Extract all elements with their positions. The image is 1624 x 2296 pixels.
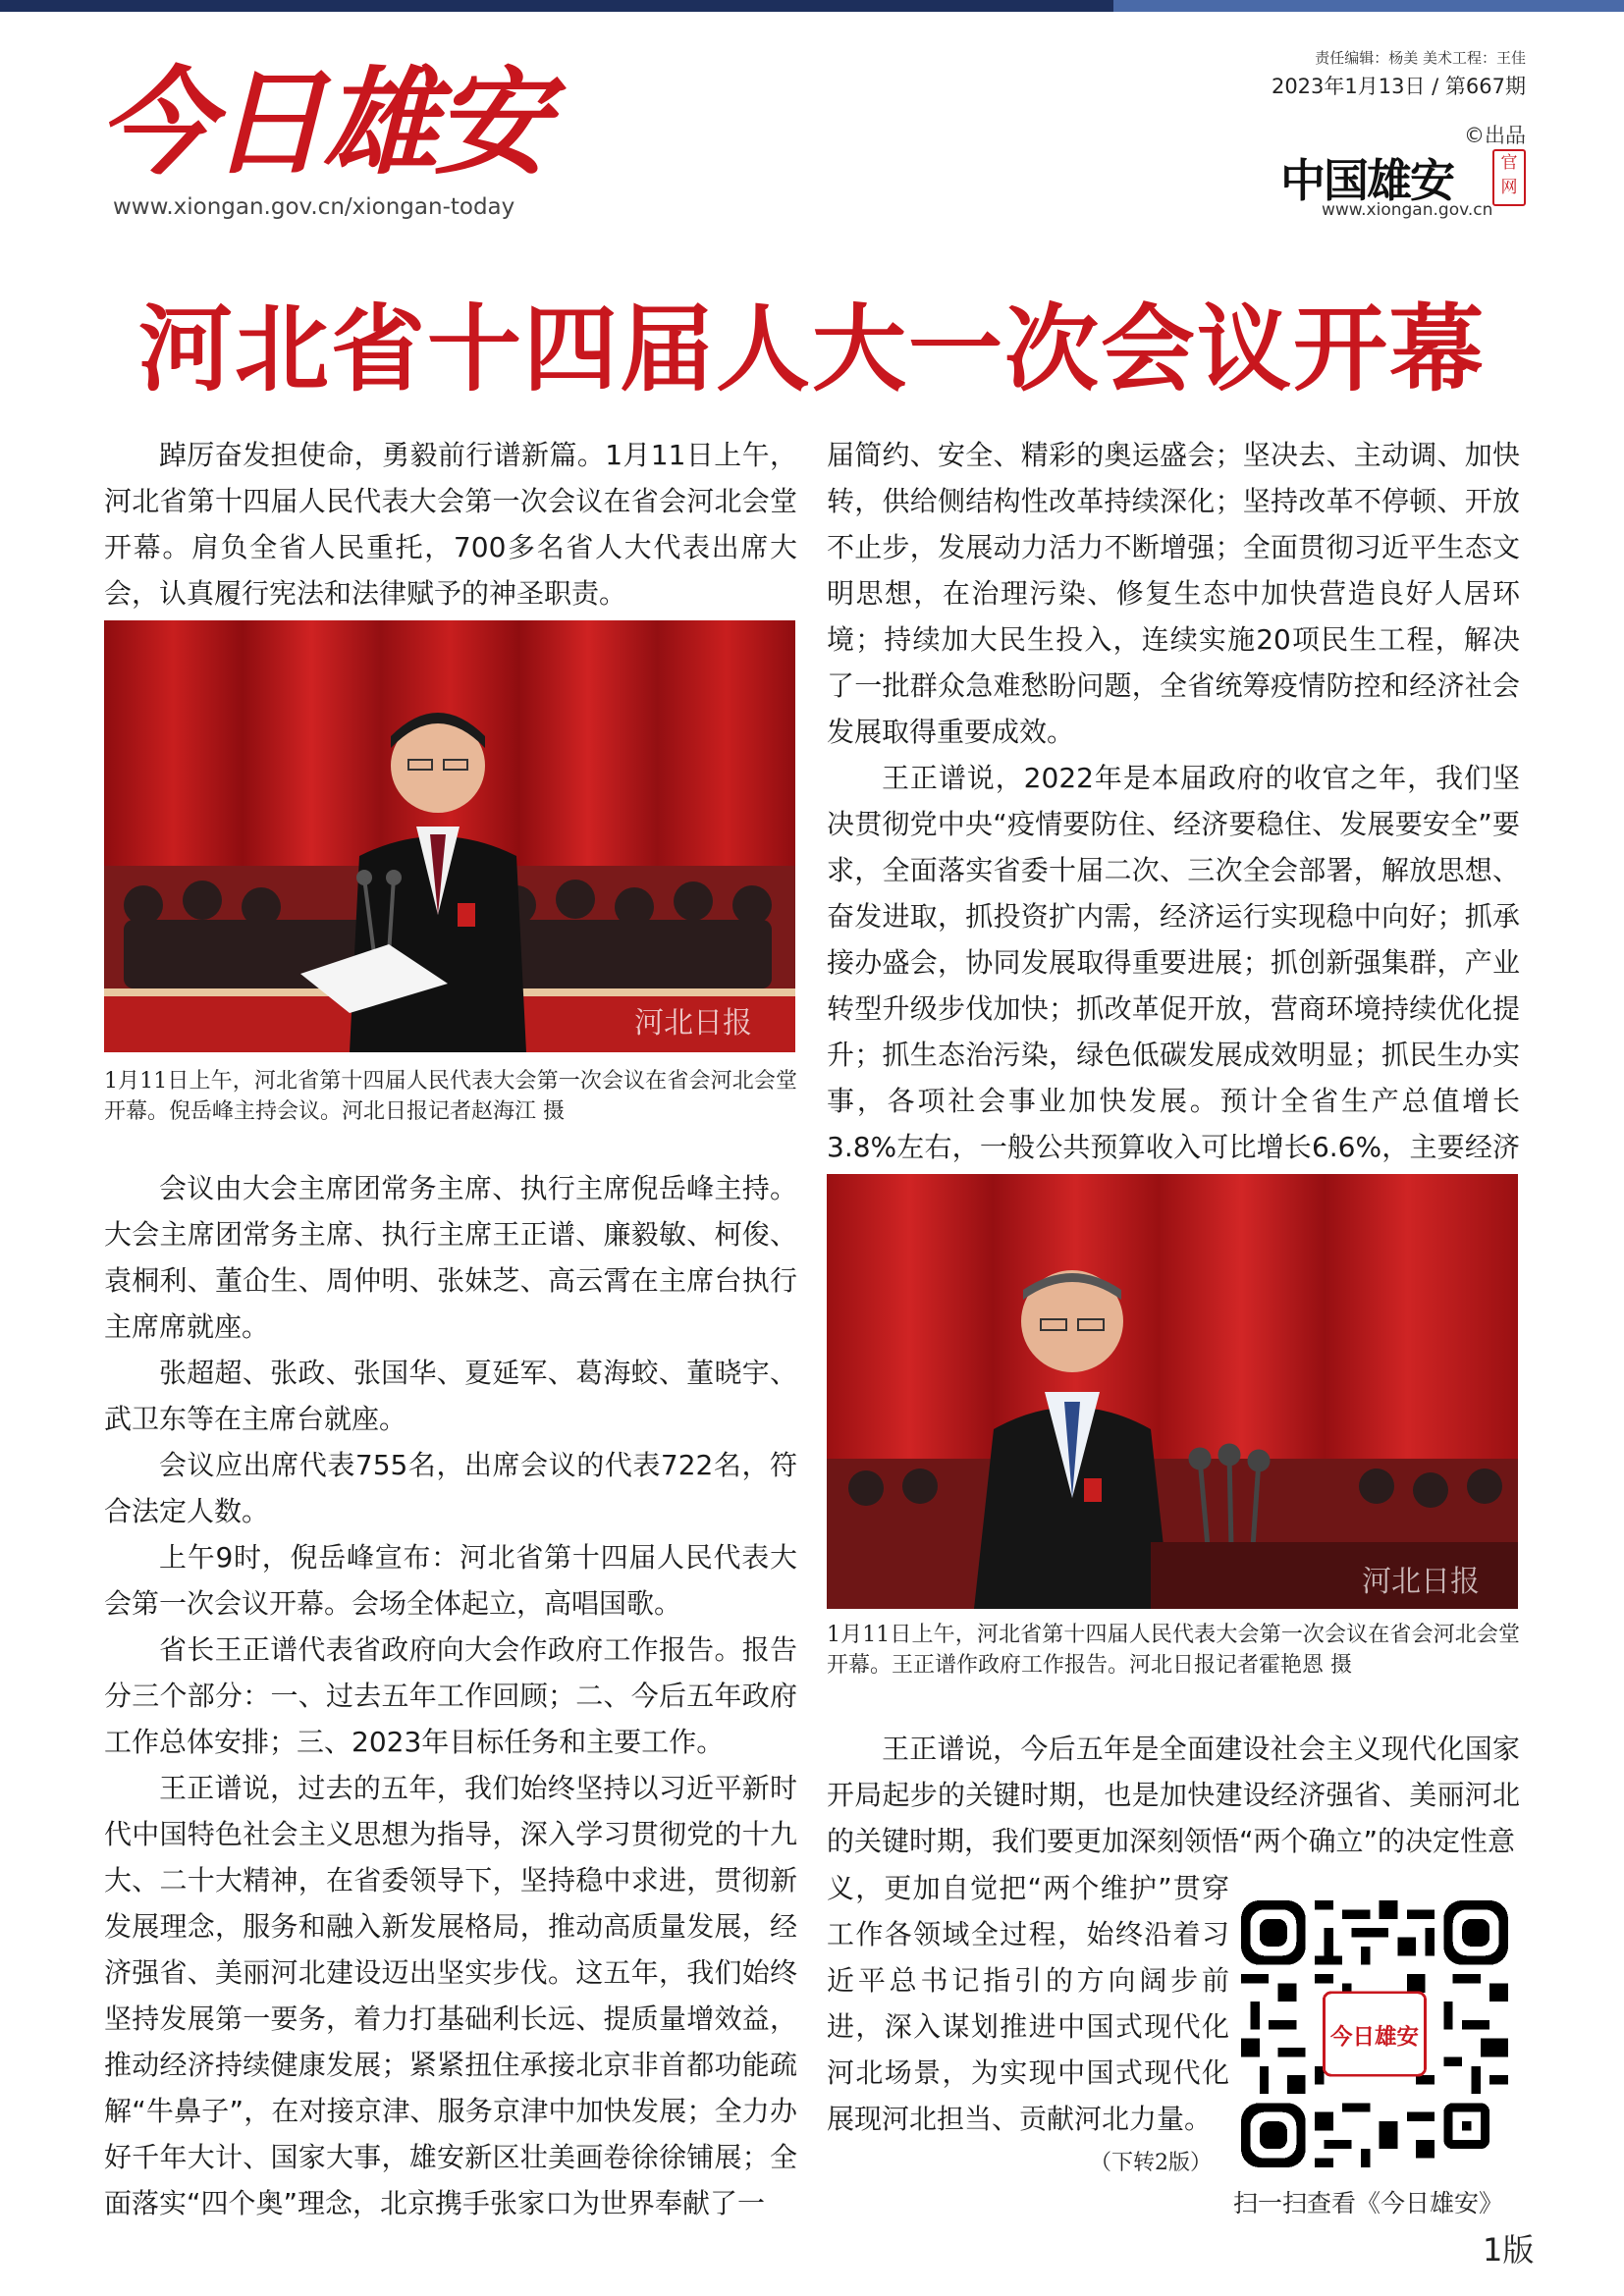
photo-ni-yuefeng [104,620,795,1052]
paragraph: 届简约、安全、精彩的奥运盛会；坚决去、主动调、加快转，供给侧结构性改革持续深化；坚持改革不停顿、开放不止步，发展动力活力不断增强；全面贯彻习近平生态文明思想，在治理污染、修复生态中加快营造良好人居环境；持续加大民生投入，连续实施20项民生工程，解决了一批群众急难愁盼问题，全省统筹疫情防控和经济社会发展取得重要成效。 [827,439,1520,748]
paragraph: 踔厉奋发担使命，勇毅前行谱新篇。1月11日上午，河北省第十四届人民代表大会第一次会议在省会河北会堂开幕。肩负全省人民重托，700多名省人大代表出席大会，认真履行宪法和法律赋予的神圣职责。 [104,439,797,610]
issue-date-number: 2023年1月13日 / 第667期 [1271,75,1526,98]
qr-center-label: 今日雄安 [1329,2024,1420,2051]
page-headline: 河北省十四届人大一次会议开幕 [138,294,1486,404]
right-column-bottom-wide [827,1726,1520,1864]
masthead-logo: 今日雄安 [98,54,547,190]
paragraph: 张超超、张政、张国华、夏延军、葛海蛟、董晓宇、武卫东等在主席台就座。 [104,1357,797,1435]
paragraph: 王正谱说，2022年是本届政府的收官之年，我们坚决贯彻党中央“疫情要防住、经济要稳住、发展要安全”要求，全面落实省委十届二次、三次全会部署，解放思想、奋发进取，抓投资扩内需，经济运行实现稳中向好；抓承接办盛会，协同发展取得重要进展；抓创新强集群，产业转型升级步伐加快；抓改革促开放，营商环境持续优化提升；抓生态治污染，绿色低碳发展成效明显；抓民生办实事，各项社会事业加快发展。预计全省生产总值增长3.8%左右，一般公共预算收入可比增长6.6%，主要经济 [827,762,1520,1163]
publisher-seal: 官网 [1492,149,1526,206]
paragraph: 义，更加自觉把“两个维护”贯穿工作各领域全过程，始终沿着习近平总书记指引的方向阔步前进，深入谋划推进中国式现代化河北场景，为实现中国式现代化展现河北担当、贡献河北力量。 [827,1872,1229,2135]
copyright-label: ©出品 [1464,124,1526,147]
right-column-bottom-narrow [827,1865,1229,2142]
publisher-brand [1280,145,1526,224]
photo-watermark: 河北日报 [1362,1565,1480,1599]
photo-caption: 1月11日上午，河北省第十四届人民代表大会第一次会议在省会河北会堂开幕。王正谱作政府工作报告。河北日报记者霍艳恩 摄 [827,1623,1520,1678]
masthead-url: www.xiongan.gov.cn/xiongan-today [113,194,515,220]
editor-credits: 责任编辑：杨美 美术工程：王佳 [1315,49,1526,67]
photo-illustration [104,620,795,1052]
paragraph: 会议由大会主席团常务主席、执行主席倪岳峰主持。大会主席团常务主席、执行主席王正谱、廉毅敏、柯俊、袁桐利、董仚生、周仲明、张妹芝、高云霄在主席台执行主席席就座。 [104,1172,797,1343]
paragraph: 王正谱说，过去的五年，我们始终坚持以习近平新时代中国特色社会主义思想为指导，深入学习贯彻党的十九大、二十大精神，在省委领导下，坚持稳中求进，贯彻新发展理念，服务和融入新发展格局，推动高质量发展，经济强省、美丽河北建设迈出坚实步伐。这五年，我们始终坚持发展第一要务，着力打基础利长远、提质量增效益，推动经济持续健康发展；紧紧扭住承接北京非首都功能疏解“牛鼻子”，在对接京津、服务京津中加快发展；全力办好千年大计、国家大事，雄安新区壮美画卷徐徐铺展；全面落实“四个奥”理念，北京携手张家口为世界奉献了一 [104,1772,797,2219]
publisher-brand-name: 中国雄安 [1280,154,1453,207]
publisher-url: www.xiongan.gov.cn [1322,200,1493,220]
right-column-top [827,432,1520,1216]
paragraph: 王正谱说，今后五年是全面建设社会主义现代化国家开局起步的关键时期，也是加快建设经济强省、美丽河北的关键时期，我们要更加深刻领悟“两个确立”的决定性意 [827,1733,1520,1857]
page-number: 1版 [1483,2231,1535,2269]
qr-code-pattern [1241,1900,1508,2167]
paragraph: 省长王正谱代表省政府向大会作政府工作报告。报告分三个部分：一、过去五年工作回顾；二、今后五年政府工作总体安排；三、2023年目标任务和主要工作。 [104,1633,797,1758]
qr-code[interactable] [1241,1900,1508,2167]
qr-scan-caption: 扫一扫查看《今日雄安》 [1233,2189,1504,2217]
photo-watermark: 河北日报 [634,1006,752,1041]
top-color-bar-accent [1113,0,1624,12]
left-column-intro [104,432,797,616]
paragraph: 上午9时，倪岳峰宣布：河北省第十四届人民代表大会第一次会议开幕。会场全体起立，高唱国歌。 [104,1541,797,1620]
photo-illustration [827,1174,1518,1609]
photo-caption: 1月11日上午，河北省第十四届人民代表大会第一次会议在省会河北会堂开幕。倪岳峰主持会议。河北日报记者赵海江 摄 [104,1069,797,1124]
left-column-body [104,1165,797,2226]
photo-wang-zhengpu [827,1174,1518,1609]
continued-on-page: （下转2版） [1090,2151,1212,2175]
paragraph: 会议应出席代表755名，出席会议的代表722名，符合法定人数。 [104,1449,797,1527]
